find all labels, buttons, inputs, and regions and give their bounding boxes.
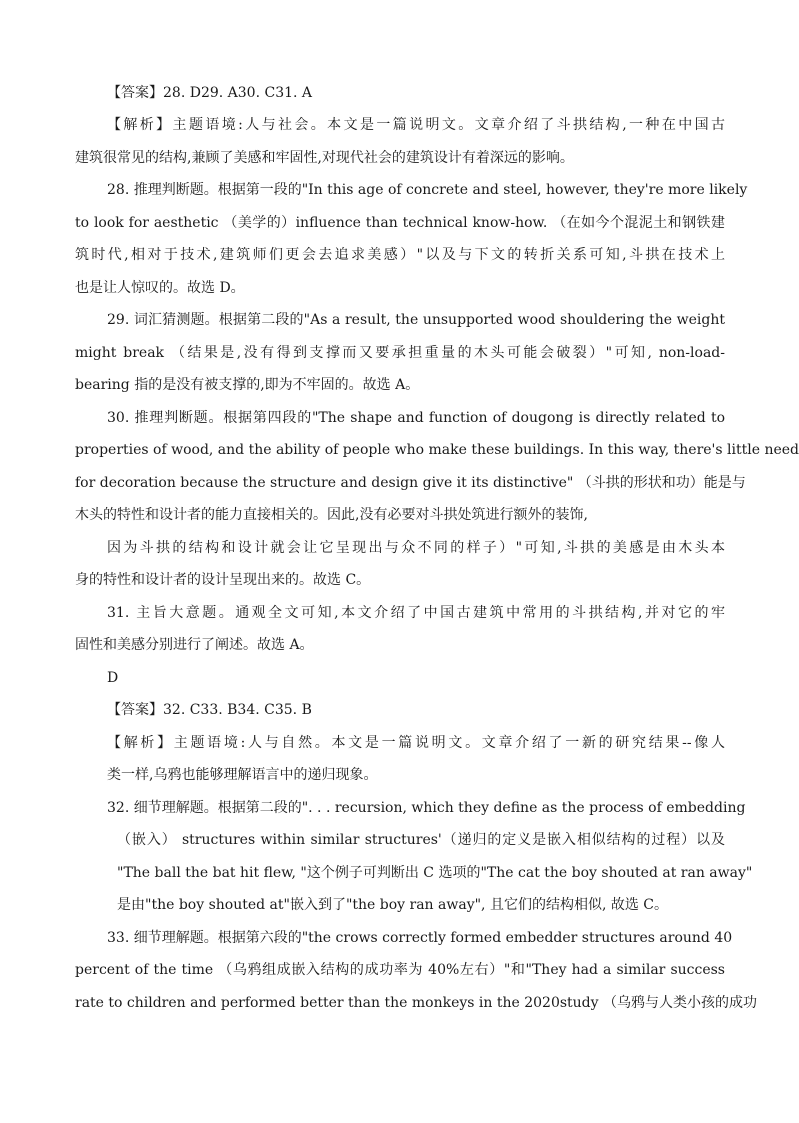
analysis-line: 【解析】主题语境:人与社会。本文是一篇说明文。文章介绍了斗拱结构,一种在中国古: [107, 117, 725, 133]
question-30-line: 因为斗拱的结构和设计就会让它呈现出与众不同的样子）"可知,斗拱的美感是由木头本: [107, 540, 725, 556]
question-31-line: 固性和美感分别进行了阐述。故选 A。: [75, 637, 314, 653]
question-29-line: bearing 指的是没有被支撑的,即为不牢固的。故选 A。: [75, 377, 420, 393]
analysis-line: 【解析】主题语境:人与自然。本文是一篇说明文。文章介绍了一新的研究结果--像人: [107, 735, 725, 751]
question-33-line: 33. 细节理解题。根据第六段的"the crows correctly formed embedder structures around 40: [107, 930, 733, 946]
question-31-line: 31. 主旨大意题。通观全文可知,本文介绍了中国古建筑中常用的斗拱结构,并对它的牢: [107, 605, 725, 621]
question-30-line: for decoration because the structure and design give it its distinctive" （斗拱的形状和功）能是与: [75, 475, 746, 491]
analysis-line: 类一样,乌鸦也能够理解语言中的递归现象。: [107, 767, 378, 783]
section-marker: D: [107, 670, 119, 686]
question-28-line: to look for aesthetic （美学的）influence than technical know-how. （在如今个混泥土和钢铁建: [75, 215, 725, 231]
question-32-line: 32. 细节理解题。根据第二段的". . . recursion, which they define as the process of embedding: [107, 800, 746, 816]
question-28-line: 28. 推理判断题。根据第一段的"In this age of concrete and steel, however, they're more likely: [107, 182, 748, 198]
question-29-line: 29. 词汇猜测题。根据第二段的"As a result, the unsupported wood shouldering the weight: [107, 312, 725, 328]
question-30-line: properties of wood, and the ability of people who make these buildings. In this way, there's little need: [75, 442, 799, 458]
question-28-line: 也是让人惊叹的。故选 D。: [75, 280, 245, 296]
question-29-line: might break （结果是,没有得到支撑而又要承担重量的木头可能会破裂）"可知, non-load-: [75, 345, 725, 361]
question-32-line: "The ball the bat hit flew, "这个例子可判断出 C 选项的"The cat the boy shouted at ran away": [117, 865, 753, 881]
analysis-line: 建筑很常见的结构,兼顾了美感和牢固性,对现代社会的建筑设计有着深远的影响。: [75, 150, 574, 166]
answer-line-28-31: 【答案】28. D29. A30. C31. A: [107, 85, 313, 101]
question-32-line: 是由"the boy shouted at"嵌入到了"the boy ran away", 且它们的结构相似, 故选 C。: [117, 897, 669, 913]
question-30-line: 30. 推理判断题。根据第四段的"The shape and function of dougong is directly related to: [107, 410, 725, 426]
question-33-line: rate to children and performed better than the monkeys in the 2020study （乌鸦与人类小孩的成功: [75, 995, 758, 1011]
question-32-line: （嵌入） structures within similar structures'（递归的定义是嵌入相似结构的过程）以及: [117, 832, 725, 848]
question-28-line: 筑时代,相对于技术,建筑师们更会去追求美感）"以及与下文的转折关系可知,斗拱在技术上: [75, 247, 725, 263]
question-30-line: 身的特性和设计者的设计呈现出来的。故选 C。: [75, 572, 371, 588]
answer-line-32-35: 【答案】32. C33. B34. C35. B: [107, 702, 312, 718]
question-33-line: percent of the time （乌鸦组成嵌入结构的成功率为 40%左右）"和"They had a similar success: [75, 962, 725, 978]
question-30-line: 木头的特性和设计者的能力直接相关的。因此,没有必要对斗拱处筑进行额外的装饰,: [75, 507, 588, 523]
